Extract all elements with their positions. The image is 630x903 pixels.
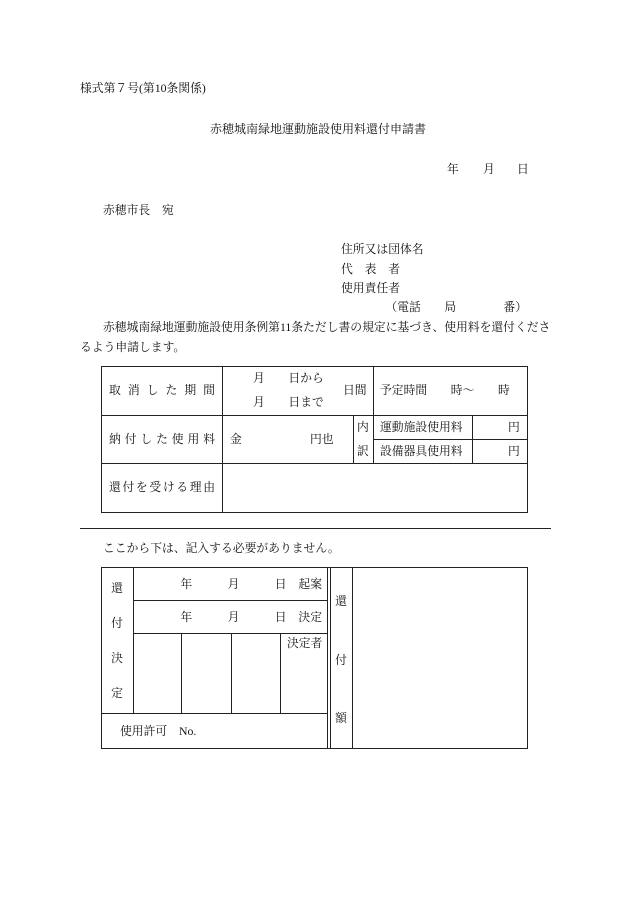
refund-reason-label: 還付を受ける理由 [109, 480, 215, 494]
seal-column-divider [181, 633, 182, 713]
draft-date-line: 年 月 日 起案 [180, 577, 322, 591]
refund-reason-field [223, 464, 527, 512]
scheduled-time-label: 予定時間 時〜 時 [380, 383, 510, 397]
table-column-divider [353, 415, 354, 463]
decision-label-char: 定 [111, 686, 123, 700]
section-divider [80, 528, 551, 529]
date-day-label: 日 [517, 162, 529, 176]
decision-label-char: 決 [111, 651, 123, 665]
table-row-divider [101, 415, 527, 416]
period-from-label: 月 日から [253, 371, 324, 385]
refund-amount-field [353, 568, 527, 748]
form-number-label: 様式第７号(第10条関係) [80, 81, 206, 95]
table-column-divider [472, 415, 473, 463]
office-use-note: ここから下は、記入する必要がありません。 [103, 541, 340, 555]
equipment-fee-label: 設備器具使用料 [380, 444, 463, 458]
decision-label-char: 還 [111, 581, 123, 595]
table-row-divider [133, 633, 327, 634]
amount-prefix-label: 金 [230, 432, 242, 446]
decision-label-char: 付 [111, 616, 123, 630]
equipment-fee-unit: 円 [508, 444, 520, 458]
table-row-divider [373, 439, 527, 440]
date-month-label: 月 [483, 162, 495, 176]
addressee-label: 赤穂市長 宛 [103, 203, 174, 217]
table-column-divider [133, 567, 134, 713]
period-days-label: 日間 [343, 383, 367, 397]
facility-fee-unit: 円 [508, 420, 520, 434]
breakdown-label-char: 内 [357, 420, 369, 434]
table-row-divider [101, 713, 327, 714]
period-to-label: 月 日まで [253, 395, 324, 409]
paid-fee-label: 納付した使用料 [109, 432, 215, 446]
form-title: 赤穂城南緑地運動施設使用料還付申請書 [210, 122, 427, 136]
decision-date-line: 年 月 日 決定 [180, 610, 322, 624]
permit-number-label: 使用許可 No. [120, 724, 197, 738]
statement-line-1: 赤穂城南緑地運動施設使用条例第11条ただし書の規定に基づき、使用料を還付くださ [103, 320, 551, 334]
table-double-divider [327, 567, 328, 748]
applicant-address-label: 住所又は団体名 [341, 242, 424, 256]
amount-suffix-label: 円也 [310, 432, 334, 446]
breakdown-label-char: 訳 [357, 444, 369, 458]
date-year-label: 年 [447, 162, 459, 176]
applicant-phone-label: （電話 局 番） [385, 300, 527, 314]
applicant-representative-label: 代 表 者 [341, 262, 400, 276]
refund-amount-label-char: 還 [335, 594, 347, 608]
table-row-divider [133, 600, 327, 601]
table-column-divider [373, 366, 374, 463]
cancel-period-label: 取消した期間 [109, 383, 215, 397]
decider-label: 決定者 [287, 636, 323, 650]
statement-line-2: るよう申請します。 [80, 340, 186, 354]
seal-column-divider [280, 633, 281, 713]
facility-fee-label: 運動施設使用料 [380, 420, 463, 434]
applicant-manager-label: 使用責任者 [341, 281, 400, 295]
seal-column-divider [231, 633, 232, 713]
refund-amount-label-char: 額 [335, 711, 347, 725]
refund-amount-label-char: 付 [335, 653, 347, 667]
